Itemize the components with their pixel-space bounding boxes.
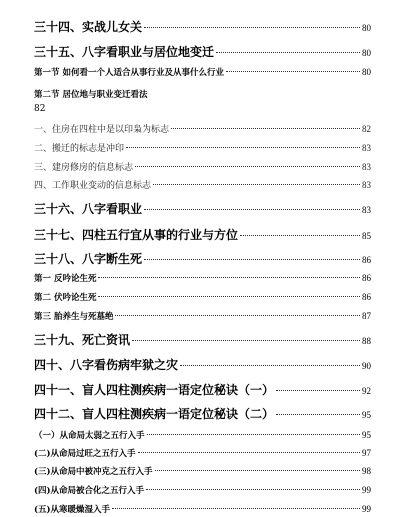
toc-entry[interactable]: [34, 381, 371, 398]
toc-entry-title: 三十四、实战儿女关: [34, 20, 143, 34]
toc-entry-title: 三十九、死亡资讯: [34, 333, 131, 347]
toc-entry-page: 83: [362, 180, 371, 190]
toc-entry-page: 87: [362, 311, 371, 321]
toc-entry[interactable]: [34, 141, 371, 154]
toc-entry-title: 四、工作职业变动的信息标志: [34, 181, 152, 191]
dot-leader: [147, 434, 360, 435]
toc-entry-title: (三)从命局中被冲克之五行入手: [34, 467, 153, 477]
toc-entry-page: 85: [362, 231, 371, 241]
toc-entry-title: (五)从寒暖燥湿入手: [34, 505, 111, 515]
dot-leader: [144, 259, 360, 260]
toc-entry[interactable]: [34, 250, 371, 267]
toc-entry-page: 80: [362, 48, 371, 58]
toc-entry-page: 80: [362, 23, 371, 33]
toc-entry[interactable]: [34, 122, 371, 135]
toc-entry-title: 四十二、盲人四柱测疾病一语定位秘诀（二）: [34, 407, 275, 421]
toc-entry-title: 二、搬迁的标志是冲印: [34, 144, 125, 154]
dot-leader: [171, 128, 360, 129]
toc-entry[interactable]: [34, 405, 371, 422]
toc-entry-title: 第二节 居位地与职业变迁看法: [34, 90, 148, 100]
toc-entry-page: 95: [362, 430, 371, 440]
toc-entry-page: 82: [362, 124, 371, 134]
toc-entry[interactable]: [34, 310, 371, 322]
toc-entry-page: 80: [362, 67, 371, 77]
dot-leader: [144, 27, 360, 28]
toc-entry-page: 90: [362, 361, 371, 371]
toc-entry[interactable]: [34, 429, 371, 441]
toc-entry[interactable]: [34, 88, 371, 100]
toc-entry[interactable]: [34, 503, 371, 515]
toc-entry-title: （一）从命局太弱之五行入手: [34, 431, 145, 441]
toc-entry-title: 三十八、八字断生死: [34, 252, 143, 266]
toc-entry[interactable]: [34, 104, 371, 114]
toc-entry-title: 一、住房在四柱中是以印枭为标志: [34, 125, 170, 135]
dot-leader: [138, 452, 360, 453]
toc-entry-page: 99: [362, 504, 371, 514]
dot-leader: [240, 235, 360, 236]
toc-entry[interactable]: [34, 226, 371, 243]
dot-leader: [276, 414, 360, 415]
toc-entry[interactable]: [34, 331, 371, 348]
toc-entry[interactable]: [34, 484, 371, 496]
toc-entry-page: 92: [362, 386, 371, 396]
toc-entry-page: 95: [362, 410, 371, 420]
toc-entry-page: 86: [362, 273, 371, 283]
dot-leader: [98, 277, 360, 278]
toc-entry[interactable]: [34, 18, 371, 35]
toc-entry-title: 第一节 如何看一个人适合从事行业及从事什么行业: [34, 68, 224, 78]
dot-leader: [126, 147, 360, 148]
toc-entry-title: 三十七、四柱五行宜从事的行业与方位: [34, 228, 239, 242]
dot-leader: [115, 315, 360, 316]
toc-entry-page: 86: [362, 292, 371, 302]
toc-entry[interactable]: [34, 291, 371, 303]
toc-entry-page: 86: [362, 255, 371, 265]
dot-leader: [98, 296, 360, 297]
toc-entry-page: 83: [362, 205, 371, 215]
toc-entry-title: 四十一、盲人四柱测疾病一语定位秘诀（一）: [34, 383, 275, 397]
dot-leader: [226, 71, 360, 72]
toc-entry-page: 88: [362, 336, 371, 346]
dot-leader: [132, 340, 360, 341]
toc-entry[interactable]: [34, 200, 371, 217]
toc-entry-page: 83: [362, 143, 371, 153]
toc-entry-title: 三十六、八字看职业: [34, 202, 143, 216]
toc-entry[interactable]: [34, 43, 371, 60]
dot-leader: [146, 489, 360, 490]
toc-entry[interactable]: [34, 66, 371, 78]
toc-entry[interactable]: [34, 160, 371, 173]
toc-entry[interactable]: [34, 178, 371, 191]
toc-entry-title: (二)从命局过旺之五行入手: [34, 449, 136, 459]
dot-leader: [135, 166, 360, 167]
dot-leader: [153, 184, 360, 185]
toc-entry-page: 83: [362, 162, 371, 172]
dot-leader: [112, 508, 360, 509]
dot-leader: [155, 470, 360, 471]
dot-leader: [216, 52, 360, 53]
toc-entry-title: 82: [34, 104, 46, 114]
toc-entry-title: 第一 反吟论生死: [34, 274, 97, 284]
toc-entry-page: 99: [362, 485, 371, 495]
dot-leader: [144, 209, 360, 210]
toc-entry[interactable]: [34, 465, 371, 477]
toc-entry-title: (四)从命局被合化之五行入手: [34, 486, 145, 496]
toc-entry-title: 四十、八字看伤病牢狱之灾: [34, 358, 179, 372]
toc-entry-page: 97: [362, 448, 371, 458]
toc-entry[interactable]: [34, 447, 371, 459]
toc-entry[interactable]: [34, 272, 371, 284]
toc-entry-page: 98: [362, 466, 371, 476]
dot-leader: [276, 390, 360, 391]
toc-entry[interactable]: [34, 356, 371, 373]
toc-entry-title: 三十五、八字看职业与居位地变迁: [34, 45, 215, 59]
toc-entry-title: 第三 胎养生与死墓绝: [34, 312, 114, 322]
toc-entry-title: 三、建房修房的信息标志: [34, 163, 134, 173]
dot-leader: [180, 365, 360, 366]
toc-entry-title: 第二 伏吟论生死: [34, 293, 97, 303]
